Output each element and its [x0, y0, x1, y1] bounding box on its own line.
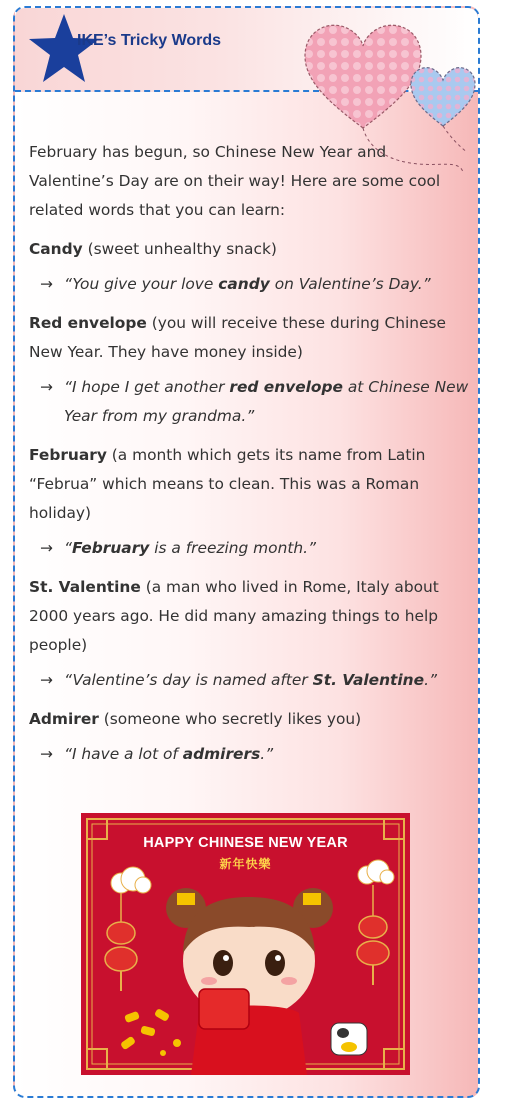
arrow-icon: →	[40, 275, 53, 293]
arrow-icon: →	[40, 671, 53, 689]
arrow-icon: →	[40, 745, 53, 763]
poster-subtitle: 新年快樂	[219, 857, 272, 871]
entry-red-envelope	[29, 309, 475, 431]
entry-example: → “I hope I get another red envelope at Chinese New Year from my grandma.”	[29, 373, 475, 431]
chinese-new-year-poster	[81, 813, 410, 1075]
header-title: IKE’s Tricky Words	[77, 32, 222, 49]
entry-st-valentine	[29, 573, 475, 695]
arrow-icon: →	[40, 539, 53, 557]
entry-definition: Red envelope (you will receive these during Chinese New Year. They have money inside)	[29, 314, 447, 361]
entry-definition: St. Valentine (a man who lived in Rome, Italy about 2000 years ago. He did many amazing things to help people)	[29, 578, 439, 654]
entry-example: → “Valentine’s day is named after St. Valentine.”	[29, 666, 475, 695]
entry-admirer	[29, 705, 475, 769]
entry-term: Admirer	[29, 710, 99, 728]
entry-term: Candy	[29, 240, 83, 258]
entry-example: → “I have a lot of admirers.”	[29, 740, 475, 769]
entry-example: → “February is a freezing month.”	[29, 534, 475, 563]
word-list	[29, 138, 475, 769]
entry-term: February	[29, 446, 107, 464]
entry-definition: Candy (sweet unhealthy snack)	[29, 240, 277, 258]
entry-term: St. Valentine	[29, 578, 141, 596]
arrow-icon: →	[40, 378, 53, 396]
entry-february	[29, 441, 475, 563]
intro-text: February has begun, so Chinese New Year and Valentine’s Day are on their way! Here are some cool related words that you can learn:	[29, 143, 441, 219]
entry-term: Red envelope	[29, 314, 147, 332]
entry-candy	[29, 235, 475, 299]
entry-example: → “You give your love candy on Valentine’s Day.”	[29, 270, 475, 299]
poster-illustration	[81, 813, 410, 1075]
entry-definition: February (a month which gets its name from Latin “Februa” which means to clean. This was a Roman holiday)	[29, 446, 426, 522]
poster-title: HAPPY CHINESE NEW YEAR	[143, 835, 348, 851]
entry-definition: Admirer (someone who secretly likes you)	[29, 710, 362, 728]
